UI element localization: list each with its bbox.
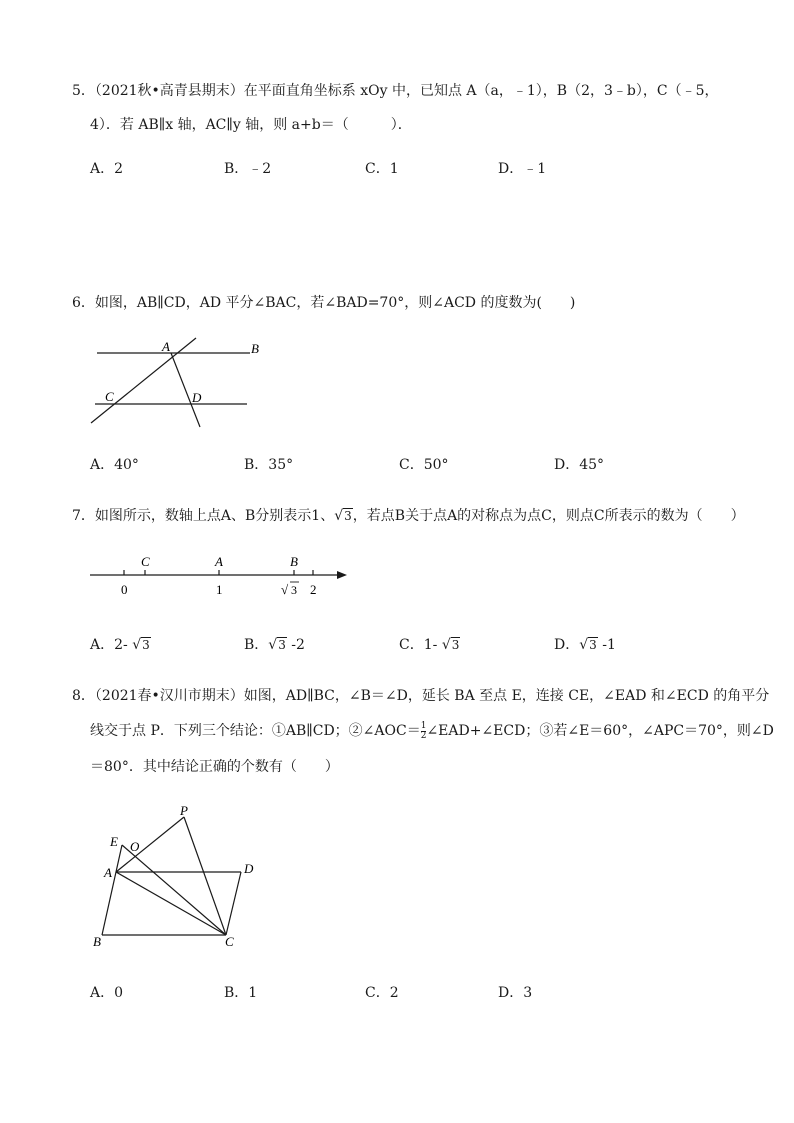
q7-label-c: C bbox=[141, 554, 150, 569]
q5-option-d: D．﹣1 bbox=[498, 161, 547, 177]
q8-label-d: D bbox=[244, 861, 254, 876]
q8-label-b: B bbox=[93, 934, 101, 949]
q8-line-ac bbox=[116, 872, 226, 935]
q7-label-b: B bbox=[290, 554, 298, 569]
q8-option-b: B．1 bbox=[224, 985, 258, 1001]
q5-option-c: C．1 bbox=[365, 161, 399, 177]
q5-stem-line2: 4）．若 AB∥x 轴，AC∥y 轴，则 a+b＝（ ）． bbox=[90, 117, 412, 133]
q6-line-ac bbox=[91, 338, 196, 423]
q7-axis-arrow bbox=[337, 571, 347, 579]
q7-option-a: A．2- √3 bbox=[90, 637, 150, 653]
q6-option-d: D．45° bbox=[554, 457, 605, 473]
q6-figure bbox=[85, 335, 275, 435]
q8-option-d: D．3 bbox=[498, 985, 533, 1001]
q7-tick-label-2: 2 bbox=[310, 582, 317, 597]
q7-tick-label-1: 1 bbox=[216, 582, 223, 597]
q6-option-c: C．50° bbox=[399, 457, 449, 473]
q8-label-o: O bbox=[130, 839, 140, 854]
q8-stem-line2: 线交于点 P．下列三个结论：①AB∥CD；②∠AOC＝ $\frac{1}{2}$ ∠EAD+∠ECD；③若∠E＝60°，∠APC＝70°，则∠D bbox=[90, 720, 774, 741]
q8-fraction: $\frac{1}{2}$ bbox=[420, 720, 427, 741]
q8-stem-line1: 8．（2021春•汉川市期末）如图，AD∥BC，∠B＝∠D，延长 BA 至点 E，连接 CE，∠EAD 和∠ECD 的角平分 bbox=[72, 688, 770, 704]
q7-stem-pre: 7．如图所示，数轴上点A、B分别表示1、 bbox=[72, 508, 335, 524]
q8-figure bbox=[85, 800, 265, 955]
q5-options bbox=[0, 158, 794, 178]
q8-label-c: C bbox=[225, 934, 234, 949]
q8-line-ap bbox=[116, 817, 184, 872]
q7-stem bbox=[72, 505, 745, 525]
q8-line-be bbox=[102, 845, 122, 935]
q7-tick-label-0: 0 bbox=[121, 582, 128, 597]
q5-option-a: A．2 bbox=[90, 161, 124, 177]
q6-label-d: D bbox=[192, 390, 202, 405]
q8-options bbox=[0, 982, 794, 1002]
q7-option-c: C．1- √3 bbox=[399, 637, 460, 653]
q8-option-a: A．0 bbox=[90, 985, 124, 1001]
q6-label-c: C bbox=[105, 389, 114, 404]
q5-option-b: B．﹣2 bbox=[224, 161, 272, 177]
q8-option-c: C．2 bbox=[365, 985, 399, 1001]
q8-stem-line3: ＝80°．其中结论正确的个数有（ ） bbox=[90, 759, 339, 775]
q8-label-p: P bbox=[180, 803, 188, 818]
q8-line-dc bbox=[226, 872, 241, 935]
q6-label-a: A bbox=[162, 339, 170, 354]
q6-label-b: B bbox=[251, 341, 259, 356]
q5-stem-line1: 5．（2021秋•高青县期末）在平面直角坐标系 xOy 中，已知点 A（a，﹣1），B（2，3﹣b），C（﹣5， bbox=[72, 83, 719, 99]
q7-stem-sqrt: √3 bbox=[334, 508, 352, 524]
q6-option-a: A．40° bbox=[90, 457, 139, 473]
q7-stem-post: ，若点B关于点A的对称点为点C，则点C所表示的数为（ ） bbox=[352, 508, 745, 524]
q7-number-line bbox=[85, 550, 355, 602]
q7-tick-label-sqrt-symbol: √ bbox=[281, 582, 289, 597]
q6-options bbox=[0, 454, 794, 474]
q8-label-e: E bbox=[110, 834, 118, 849]
q7-options bbox=[0, 634, 794, 654]
q7-label-a: A bbox=[215, 554, 223, 569]
q6-stem: 6．如图，AB∥CD，AD 平分∠BAC，若∠BAD=70°，则∠ACD 的度数为( ) bbox=[72, 295, 576, 311]
q7-option-b: B．√3 -2 bbox=[244, 637, 305, 653]
q8-label-a: A bbox=[104, 865, 112, 880]
q6-option-b: B．35° bbox=[244, 457, 294, 473]
q7-tick-label-sqrt: 3 bbox=[291, 583, 297, 597]
q7-option-d: D．√3 -1 bbox=[554, 637, 616, 653]
